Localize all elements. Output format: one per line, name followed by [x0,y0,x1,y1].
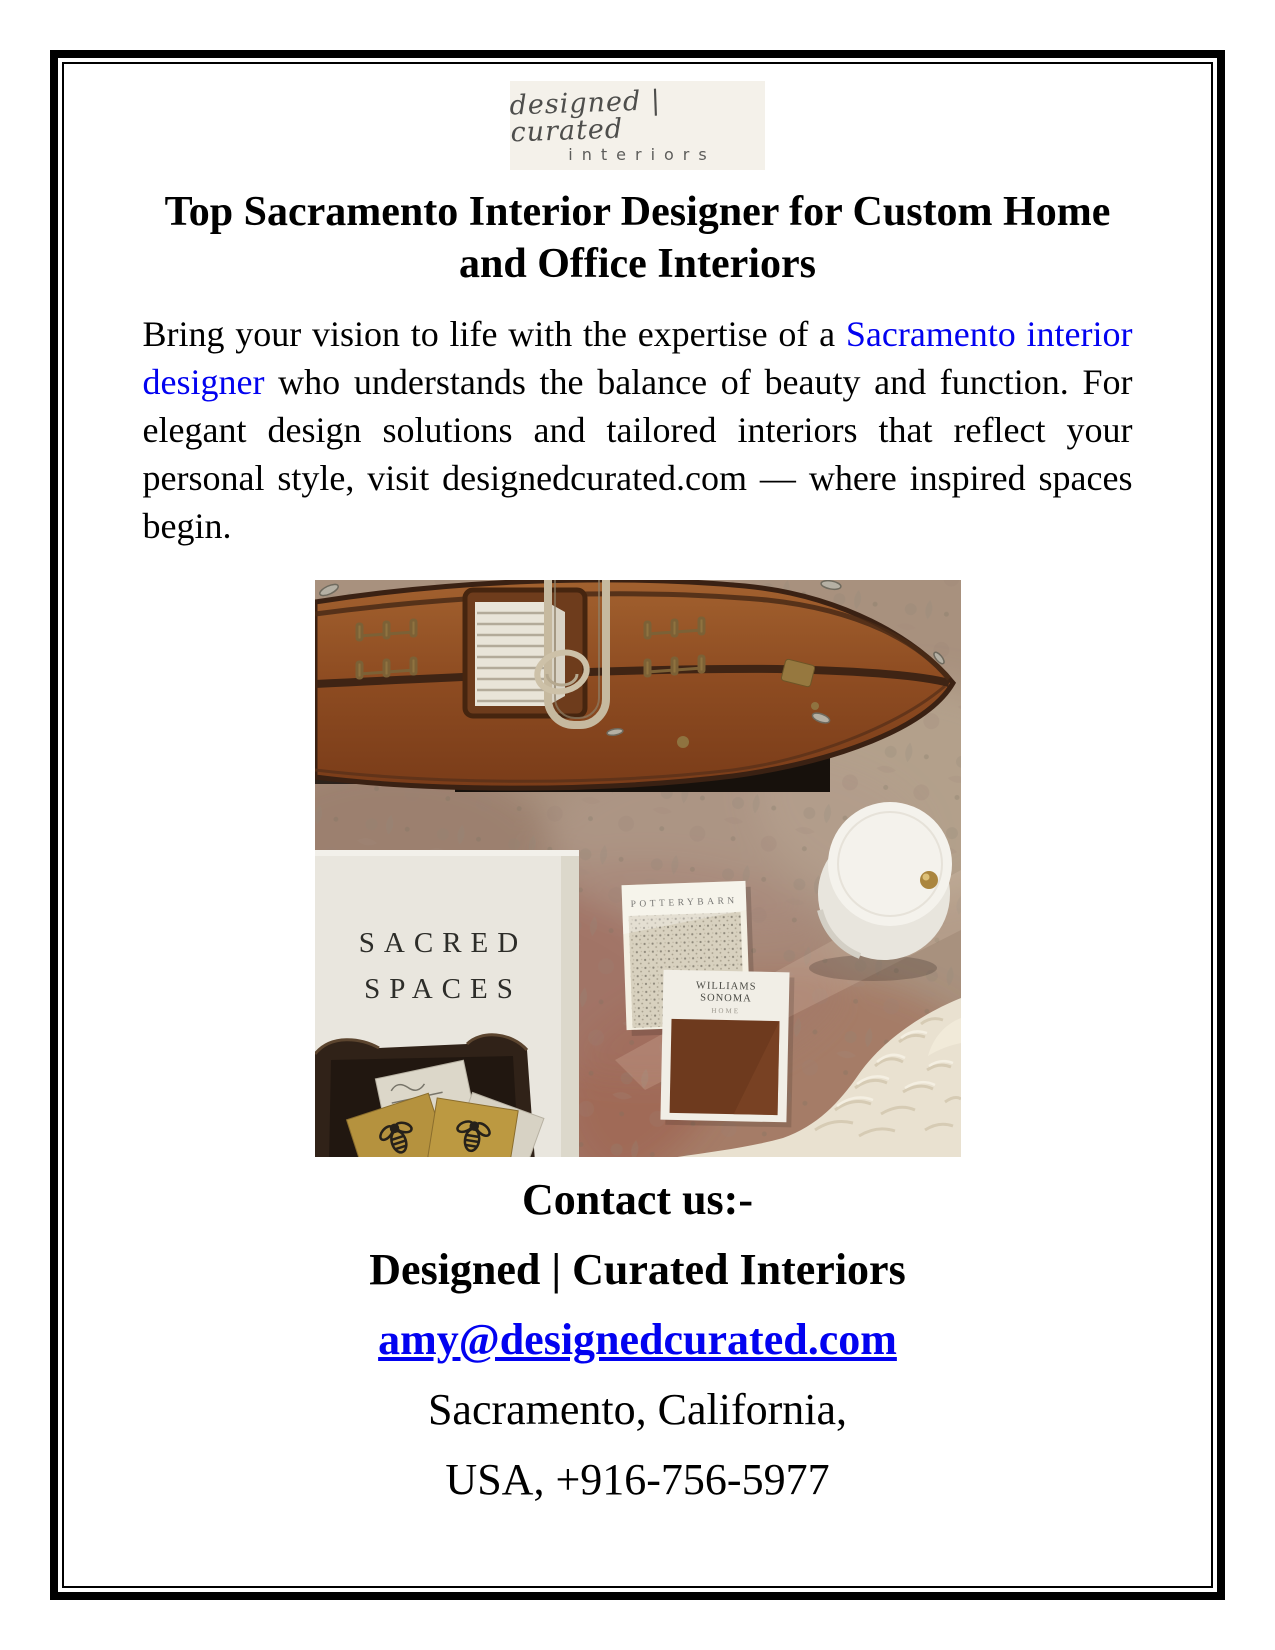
book-title-line1: SACRED [358,927,527,959]
contact-phone: USA, +916-756-5977 [445,1455,830,1504]
contact-section [0,1165,1275,1515]
contact-heading: Contact us:- [522,1175,753,1224]
page-title-line1: Top Sacramento Interior Designer for Custom Home [164,189,1111,235]
leather-tray [315,1035,544,1157]
contact-city: Sacramento, California, [427,1385,848,1434]
swatch-brand-potterybarn: POTTERYBARN [629,896,738,910]
logo-subtitle: interiors [568,145,716,164]
swatch-brand-sonoma: SONOMA [699,992,752,1005]
sacramento-designer-link[interactable]: Sacramento interior designer [142,314,1133,402]
intro-text-after: who understands the balance of beauty and function. For elegant design solutions and tailored interiors that reflect your personal style, visit designedcurated.com — where inspired spaces begin. [142,362,1133,546]
swatch-brand-williams: WILLIAMS [695,980,757,993]
book-title-line2: SPACES [363,973,522,1005]
logo [510,81,765,170]
brass-knob [920,871,938,889]
logo-script-text: designed | curated [509,85,662,149]
contact-company: Designed | Curated Interiors [369,1245,906,1294]
intro-text-before: Bring your vision to life with the expertise of a [142,314,846,354]
williams-sonoma-swatch-card [660,970,794,1128]
swatch-brand-home: HOME [710,1006,740,1016]
page-title-line2: and Office Interiors [459,241,816,287]
flatlay-photo [315,580,961,1157]
intro-paragraph [143,310,1133,550]
page-title [138,186,1138,290]
contact-email-link[interactable]: amy@designedcurated.com [378,1315,897,1364]
